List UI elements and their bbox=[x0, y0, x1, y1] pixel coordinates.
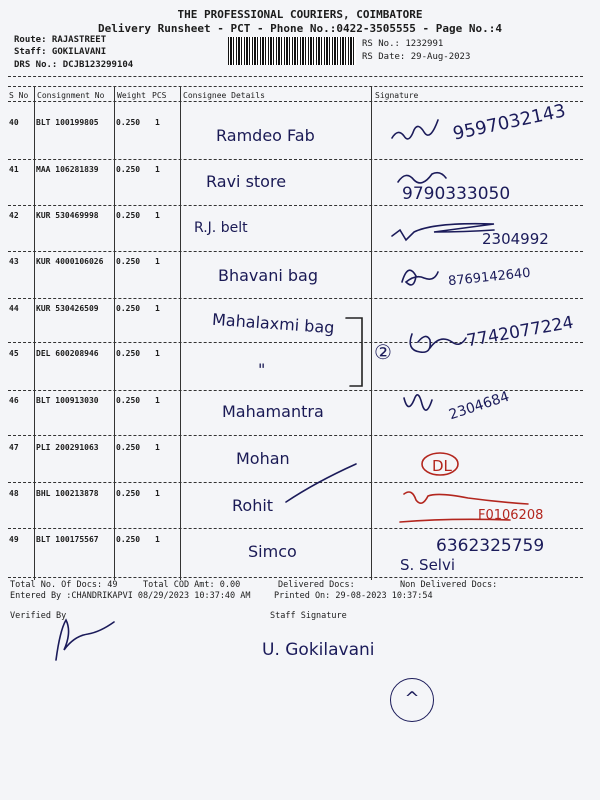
row-pcs: 1 bbox=[155, 396, 160, 405]
row-consignment: KUR 530426509 bbox=[36, 304, 99, 313]
row-sno: 40 bbox=[9, 118, 19, 127]
row-weight: 0.250 bbox=[116, 349, 141, 358]
row-weight: 0.250 bbox=[116, 211, 141, 220]
row-consignment: KUR 530469998 bbox=[36, 211, 99, 220]
row-consignment: PLI 200291063 bbox=[36, 443, 99, 452]
row-signature-phone: 9597032143 bbox=[451, 100, 568, 145]
row-consignee: Ravi store bbox=[206, 172, 287, 191]
row-sno: 42 bbox=[9, 211, 19, 220]
route-label: Route: RAJASTREET bbox=[14, 35, 107, 45]
stamp-mark: ^ bbox=[404, 688, 420, 709]
row-pcs: 1 bbox=[155, 535, 160, 544]
row-pcs: 1 bbox=[155, 489, 160, 498]
staff-signed-name: U. Gokilavani bbox=[262, 640, 375, 660]
rs-date: RS Date: 29-Aug-2023 bbox=[362, 52, 471, 62]
row-pcs: 1 bbox=[155, 304, 160, 313]
row-weight: 0.250 bbox=[116, 535, 141, 544]
verified-by-label: Verified By bbox=[10, 611, 67, 621]
row-signature-phone: 6362325759 bbox=[436, 536, 545, 556]
row-weight: 0.250 bbox=[116, 118, 141, 127]
rs-number: RS No.: 1232991 bbox=[362, 39, 444, 49]
row-weight: 0.250 bbox=[116, 165, 141, 174]
row-consignee: R.J. belt bbox=[194, 220, 248, 236]
row-consignment: KUR 4000106026 bbox=[36, 257, 104, 266]
row-consignee: Mahamantra bbox=[222, 402, 324, 421]
row-sno: 48 bbox=[9, 489, 19, 498]
row-sno: 46 bbox=[9, 396, 19, 405]
row-sno: 45 bbox=[9, 349, 19, 358]
staff-signature-label: Staff Signature bbox=[270, 611, 347, 621]
row-pcs: 1 bbox=[155, 349, 160, 358]
row-signature-name: S. Selvi bbox=[400, 556, 456, 574]
row-signature-phone: 8769142640 bbox=[447, 265, 532, 290]
row-signature-phone: 2304992 bbox=[482, 230, 549, 248]
row-consignment: BHL 100213878 bbox=[36, 489, 99, 498]
row-consignee: Ramdeo Fab bbox=[216, 126, 315, 145]
runsheet-subtitle: Delivery Runsheet - PCT - Phone No.:0422-3505555 - Page No.:4 bbox=[98, 22, 502, 35]
total-docs: Total No. Of Docs: 49 bbox=[10, 580, 118, 590]
row-pcs: 1 bbox=[155, 211, 160, 220]
row-signature-phone: 2304684 bbox=[447, 388, 512, 424]
row-signature-phone: 7742077224 bbox=[465, 312, 576, 352]
col-header-signature: Signature bbox=[375, 91, 419, 100]
drs-number: DRS No.: DCJB123299104 bbox=[14, 60, 134, 70]
company-title: THE PROFESSIONAL COURIERS, COIMBATORE bbox=[177, 8, 423, 21]
row-sno: 47 bbox=[9, 443, 19, 452]
row-weight: 0.250 bbox=[116, 257, 141, 266]
row-consignment: DEL 600208946 bbox=[36, 349, 99, 358]
row-consignee: Bhavani bag bbox=[218, 266, 318, 285]
printed-on: Printed On: 29-08-2023 10:37:54 bbox=[274, 591, 433, 601]
circle-stamp bbox=[390, 678, 434, 722]
row-sno: 49 bbox=[9, 535, 19, 544]
row-sno: 41 bbox=[9, 165, 19, 174]
row-signature-mark: ② bbox=[374, 340, 392, 364]
col-header-sno: S No bbox=[9, 91, 29, 100]
row-weight: 0.250 bbox=[116, 396, 141, 405]
row-weight: 0.250 bbox=[116, 489, 141, 498]
staff-label: Staff: GOKILAVANI bbox=[14, 47, 107, 57]
row-weight: 0.250 bbox=[116, 304, 141, 313]
row-pcs: 1 bbox=[155, 443, 160, 452]
col-header-consignment: Consignment No bbox=[37, 91, 105, 100]
row-consignee: Simco bbox=[248, 542, 297, 561]
row-consignee: Rohit bbox=[232, 496, 274, 515]
row-pcs: 1 bbox=[155, 257, 160, 266]
row-signature-code: F0106208 bbox=[478, 508, 544, 523]
row-signature-dl: DL bbox=[432, 457, 452, 475]
row-consignee-ditto: " bbox=[258, 360, 266, 379]
col-header-pcs: PCS bbox=[152, 91, 167, 100]
row-sno: 43 bbox=[9, 257, 19, 266]
row-consignment: MAA 106281839 bbox=[36, 165, 99, 174]
delivered-docs: Delivered Docs: bbox=[278, 580, 355, 590]
row-pcs: 1 bbox=[155, 165, 160, 174]
row-consignment: BLT 100175567 bbox=[36, 535, 99, 544]
col-header-weight: Weight bbox=[117, 91, 146, 100]
col-header-consignee: Consignee Details bbox=[183, 91, 265, 100]
total-cod: Total COD Amt: 0.00 bbox=[143, 580, 241, 590]
row-consignee: Mahalaxmi bag bbox=[211, 309, 336, 338]
row-consignment: BLT 100199805 bbox=[36, 118, 99, 127]
row-pcs: 1 bbox=[155, 118, 160, 127]
row-consignee: Mohan bbox=[236, 449, 290, 468]
non-delivered-docs: Non Delivered Docs: bbox=[400, 580, 498, 590]
row-sno: 44 bbox=[9, 304, 19, 313]
row-weight: 0.250 bbox=[116, 443, 141, 452]
entered-by: Entered By :CHANDRIKAPVI 08/29/2023 10:37:40 AM bbox=[10, 591, 251, 601]
row-signature-phone: 9790333050 bbox=[402, 184, 511, 204]
row-consignment: BLT 100913030 bbox=[36, 396, 99, 405]
